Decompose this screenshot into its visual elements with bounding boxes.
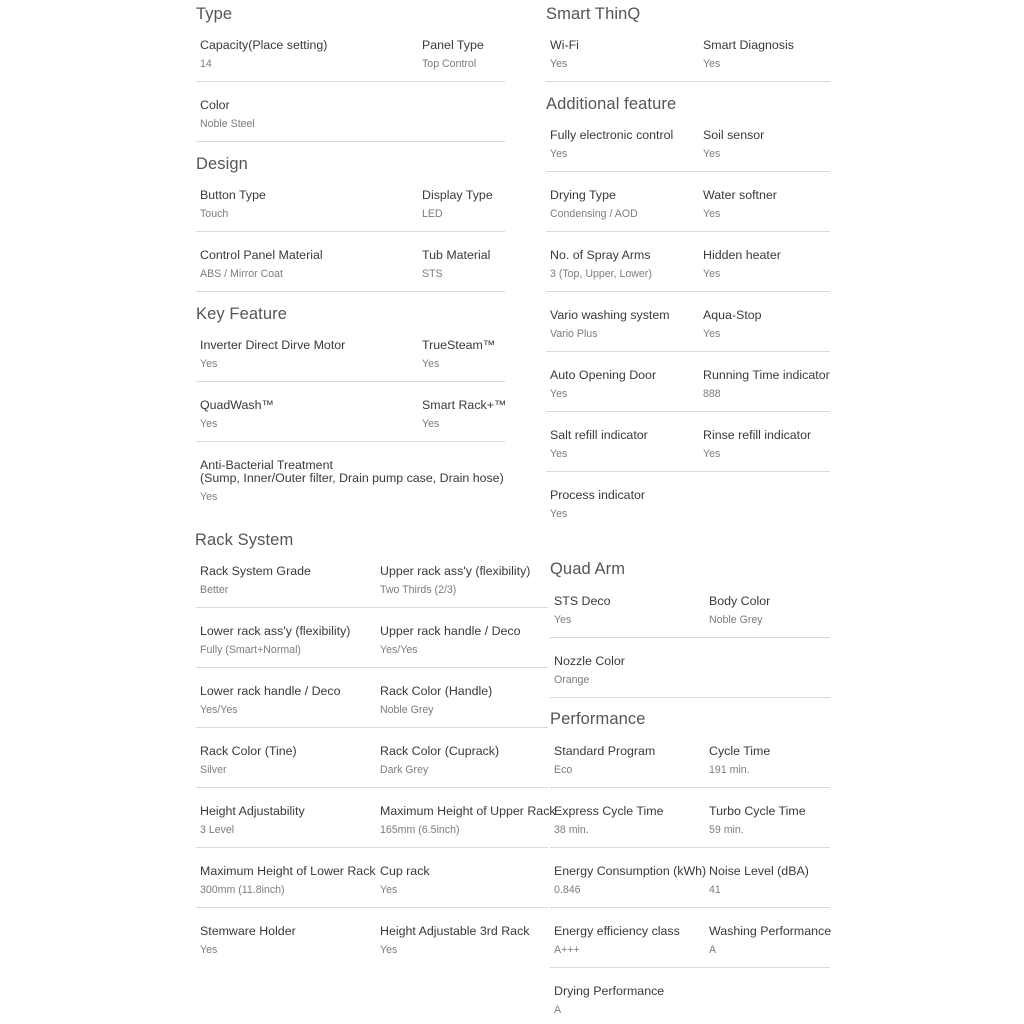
spec-value: Yes bbox=[703, 448, 721, 460]
divider bbox=[550, 697, 830, 698]
spec-value: Yes bbox=[380, 884, 398, 896]
divider bbox=[546, 471, 830, 472]
divider bbox=[196, 787, 548, 788]
section-title-quad-arm: Quad Arm bbox=[550, 560, 626, 578]
divider bbox=[196, 231, 505, 232]
spec-value: ABS / Mirror Coat bbox=[200, 268, 284, 280]
spec-label: Rack Color (Handle) bbox=[380, 684, 493, 698]
spec-label: Drying Performance bbox=[554, 984, 665, 998]
spec-value: Orange bbox=[554, 674, 590, 686]
spec-value: Noble Grey bbox=[709, 614, 763, 626]
spec-label: Salt refill indicator bbox=[550, 428, 648, 442]
divider bbox=[196, 907, 548, 908]
spec-label: Process indicator bbox=[550, 488, 646, 502]
spec-value: STS bbox=[422, 268, 443, 280]
spec-value: 41 bbox=[709, 884, 721, 896]
spec-value: Yes/Yes bbox=[200, 704, 238, 716]
spec-value: Yes bbox=[550, 508, 568, 520]
spec-value: Dark Grey bbox=[380, 764, 429, 776]
spec-label: No. of Spray Arms bbox=[550, 248, 651, 262]
spec-label: Auto Opening Door bbox=[550, 368, 657, 382]
spec-label: Anti-Bacterial Treatment bbox=[200, 458, 333, 472]
spec-label: Upper rack ass'y (flexibility) bbox=[380, 564, 531, 578]
spec-label: Control Panel Material bbox=[200, 248, 323, 262]
divider bbox=[546, 351, 830, 352]
spec-label: Drying Type bbox=[550, 188, 616, 202]
spec-label: Standard Program bbox=[554, 744, 656, 758]
spec-label: Rinse refill indicator bbox=[703, 428, 812, 442]
spec-value: Yes bbox=[200, 358, 218, 370]
spec-label: Soil sensor bbox=[703, 128, 765, 142]
spec-value: Yes bbox=[703, 148, 721, 160]
spec-label: STS Deco bbox=[554, 594, 611, 608]
spec-label: Fully electronic control bbox=[550, 128, 674, 142]
spec-label: Cycle Time bbox=[709, 744, 771, 758]
section-title-additional-feature: Additional feature bbox=[546, 95, 677, 113]
divider bbox=[196, 727, 548, 728]
spec-label: Energy efficiency class bbox=[554, 924, 680, 938]
section-title-key-feature: Key Feature bbox=[196, 305, 287, 323]
spec-value: 888 bbox=[703, 388, 721, 400]
spec-label: Water softner bbox=[703, 188, 777, 202]
section-title-rack-system: Rack System bbox=[195, 531, 294, 549]
spec-value: Yes bbox=[200, 418, 218, 430]
spec-label: Panel Type bbox=[422, 38, 484, 52]
spec-label: Height Adjustable 3rd Rack bbox=[380, 924, 530, 938]
spec-value: 14 bbox=[200, 58, 212, 70]
spec-label: Tub Material bbox=[422, 248, 491, 262]
spec-label: Body Color bbox=[709, 594, 771, 608]
spec-value: Yes bbox=[554, 614, 572, 626]
spec-label: Lower rack ass'y (flexibility) bbox=[200, 624, 351, 638]
spec-value: Noble Steel bbox=[200, 118, 255, 130]
spec-value: Eco bbox=[554, 764, 573, 776]
section-title-design: Design bbox=[196, 155, 248, 173]
spec-value: A+++ bbox=[554, 944, 580, 956]
spec-label: Cup rack bbox=[380, 864, 430, 878]
spec-label: Washing Performance bbox=[709, 924, 832, 938]
divider bbox=[546, 171, 830, 172]
spec-value: Yes bbox=[703, 328, 721, 340]
spec-label: Nozzle Color bbox=[554, 654, 625, 668]
spec-value: 300mm (11.8inch) bbox=[200, 884, 285, 896]
spec-label-detail: (Sump, Inner/Outer filter, Drain pump case, Drain hose) bbox=[200, 471, 504, 485]
divider bbox=[550, 907, 830, 908]
spec-value: Yes bbox=[550, 448, 568, 460]
spec-value: Yes bbox=[380, 944, 398, 956]
divider bbox=[546, 81, 830, 82]
spec-label: QuadWash™ bbox=[200, 398, 274, 412]
spec-value: Silver bbox=[200, 764, 227, 776]
spec-value: Two Thirds (2/3) bbox=[380, 584, 457, 596]
spec-value: 3 (Top, Upper, Lower) bbox=[550, 268, 652, 280]
spec-label: Hidden heater bbox=[703, 248, 781, 262]
divider bbox=[196, 81, 505, 82]
divider bbox=[550, 637, 830, 638]
spec-label: Running Time indicator bbox=[703, 368, 830, 382]
spec-value: A bbox=[709, 944, 717, 956]
spec-value: A bbox=[554, 1004, 562, 1016]
spec-label: Rack System Grade bbox=[200, 564, 311, 578]
spec-value: 165mm (6.5inch) bbox=[380, 824, 460, 836]
spec-label: Height Adjustability bbox=[200, 804, 305, 818]
spec-value: Touch bbox=[200, 208, 229, 220]
divider bbox=[546, 411, 830, 412]
spec-value: Yes bbox=[703, 268, 721, 280]
spec-value: Top Control bbox=[422, 58, 477, 70]
spec-value: Better bbox=[200, 584, 229, 596]
spec-label: Color bbox=[200, 98, 230, 112]
spec-label: Express Cycle Time bbox=[554, 804, 664, 818]
spec-value: Yes/Yes bbox=[380, 644, 418, 656]
spec-label: Noise Level (dBA) bbox=[709, 864, 809, 878]
spec-value: Yes bbox=[550, 58, 568, 70]
spec-label: Stemware Holder bbox=[200, 924, 296, 938]
divider bbox=[546, 291, 830, 292]
spec-label: Inverter Direct Dirve Motor bbox=[200, 338, 346, 352]
spec-label: Capacity(Place setting) bbox=[200, 38, 328, 52]
divider bbox=[546, 231, 830, 232]
spec-value: Yes bbox=[200, 944, 218, 956]
spec-label: Rack Color (Cuprack) bbox=[380, 744, 500, 758]
spec-label: Button Type bbox=[200, 188, 266, 202]
spec-label: Maximum Height of Lower Rack bbox=[200, 864, 376, 878]
spec-value: 38 min. bbox=[554, 824, 589, 836]
divider bbox=[196, 291, 505, 292]
spec-label: Smart Rack+™ bbox=[422, 398, 507, 412]
spec-label: Energy Consumption (kWh) bbox=[554, 864, 707, 878]
spec-value: Yes bbox=[200, 491, 218, 503]
spec-label: Upper rack handle / Deco bbox=[380, 624, 521, 638]
divider bbox=[550, 847, 830, 848]
spec-value: 59 min. bbox=[709, 824, 744, 836]
spec-label: Smart Diagnosis bbox=[703, 38, 794, 52]
spec-value: 0.846 bbox=[554, 884, 581, 896]
section-title-type: Type bbox=[196, 5, 233, 23]
divider bbox=[196, 441, 505, 442]
spec-label: Wi-Fi bbox=[550, 38, 579, 52]
divider bbox=[196, 141, 505, 142]
spec-label: Display Type bbox=[422, 188, 493, 202]
spec-value: Yes bbox=[703, 208, 721, 220]
section-title-smart-thinq: Smart ThinQ bbox=[546, 5, 641, 23]
spec-value: Yes bbox=[703, 58, 721, 70]
divider bbox=[196, 381, 505, 382]
spec-value: Fully (Smart+Normal) bbox=[200, 644, 301, 656]
spec-value: Yes bbox=[550, 388, 568, 400]
spec-value: Condensing / AOD bbox=[550, 208, 638, 220]
divider bbox=[196, 667, 548, 668]
spec-value: Vario Plus bbox=[550, 328, 598, 340]
spec-label: Vario washing system bbox=[550, 308, 670, 322]
spec-value: 3 Level bbox=[200, 824, 235, 836]
section-title-performance: Performance bbox=[550, 710, 646, 728]
spec-value: Yes bbox=[422, 418, 440, 430]
spec-value: Yes bbox=[422, 358, 440, 370]
spec-label: Aqua-Stop bbox=[703, 308, 762, 322]
spec-value: 191 min. bbox=[709, 764, 750, 776]
spec-label: Rack Color (Tine) bbox=[200, 744, 297, 758]
divider bbox=[550, 967, 830, 968]
spec-value: Yes bbox=[550, 148, 568, 160]
spec-value: LED bbox=[422, 208, 443, 220]
divider bbox=[196, 847, 548, 848]
spec-label: Maximum Height of Upper Rack bbox=[380, 804, 556, 818]
spec-label: Turbo Cycle Time bbox=[709, 804, 806, 818]
spec-label: Lower rack handle / Deco bbox=[200, 684, 341, 698]
spec-label: TrueSteam™ bbox=[422, 338, 496, 352]
divider bbox=[196, 607, 548, 608]
spec-value: Noble Grey bbox=[380, 704, 434, 716]
divider bbox=[550, 787, 830, 788]
